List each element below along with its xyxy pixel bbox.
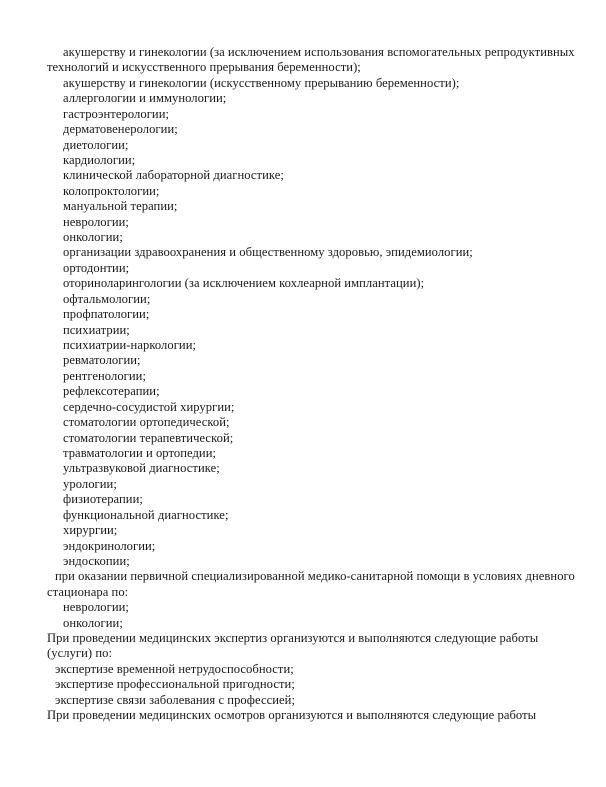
document-line: офтальмологии; [63,291,151,306]
document-line: организации здравоохранения и общественному здоровью, эпидемиологии; [63,245,473,260]
document-line: неврологии; [63,600,129,615]
document-line: гастроэнтерологии; [63,106,170,121]
document-line: физиотерапии; [63,492,143,507]
document-line: функциональной диагностике; [63,507,229,522]
document-line: профпатологии; [63,307,150,322]
document-line: диетологии; [63,137,129,152]
document-line: стационара по: [47,584,129,599]
document-line: акушерству и гинекологии (за исключением использования вспомогательных репродуктивных [63,45,575,59]
document-line: ортодонтии; [63,260,130,275]
document-line: акушерству и гинекологии (искусственному прерыванию беременности); [63,75,460,90]
document-line: клинической лабораторной диагностике; [63,168,284,183]
document-line: психиатрии-наркологии; [63,338,197,353]
document-line: (услуги) по: [47,646,113,661]
document-line: экспертизе временной нетрудоспособности; [55,661,294,676]
document-line: онкологии; [63,230,123,245]
document-text-block [47,45,595,724]
document-line: эндоскопии; [63,553,130,568]
document-line: оториноларингологии (за исключением кохлеарной имплантации); [63,276,425,291]
document-line: психиатрии; [63,322,130,337]
document-line: рентгенологии; [63,368,147,383]
document-line: неврологии; [63,214,129,229]
document-line: травматологии и ортопедии; [63,445,217,460]
document-line: сердечно-сосудистой хирургии; [63,399,235,414]
document-line: рефлексотерапии; [63,384,160,399]
document-line: При проведении медицинских осмотров организуются и выполняются следующие работы [47,708,537,723]
document-line: колопроктологии; [63,183,160,198]
document-line: урологии; [63,476,117,491]
document-line: кардиологии; [63,152,136,167]
document-line: мануальной терапии; [63,199,178,214]
document-line: ревматологии; [63,353,141,368]
document-line: технологий и искусственного прерывания беременности); [47,60,361,75]
document-line: стоматологии терапевтической; [63,430,234,445]
document-line: дерматовенерологии; [63,122,178,137]
document-line: ультразвуковой диагностике; [63,461,220,476]
document-line: онкологии; [63,615,123,630]
document-line: экспертизе профессиональной пригодности; [55,677,295,692]
document-line: экспертизе связи заболевания с профессией; [55,692,295,707]
document-line: стоматологии ортопедической; [63,415,230,430]
document-line: аллергологии и иммунологии; [63,91,227,106]
document-line: хирургии; [63,523,118,538]
document-line: эндокринологии; [63,538,156,553]
document-line: При проведении медицинских экспертиз организуются и выполняются следующие работы [47,631,539,646]
document-line: при оказании первичной специализированной медико-санитарной помощи в условиях дневного [55,569,575,584]
